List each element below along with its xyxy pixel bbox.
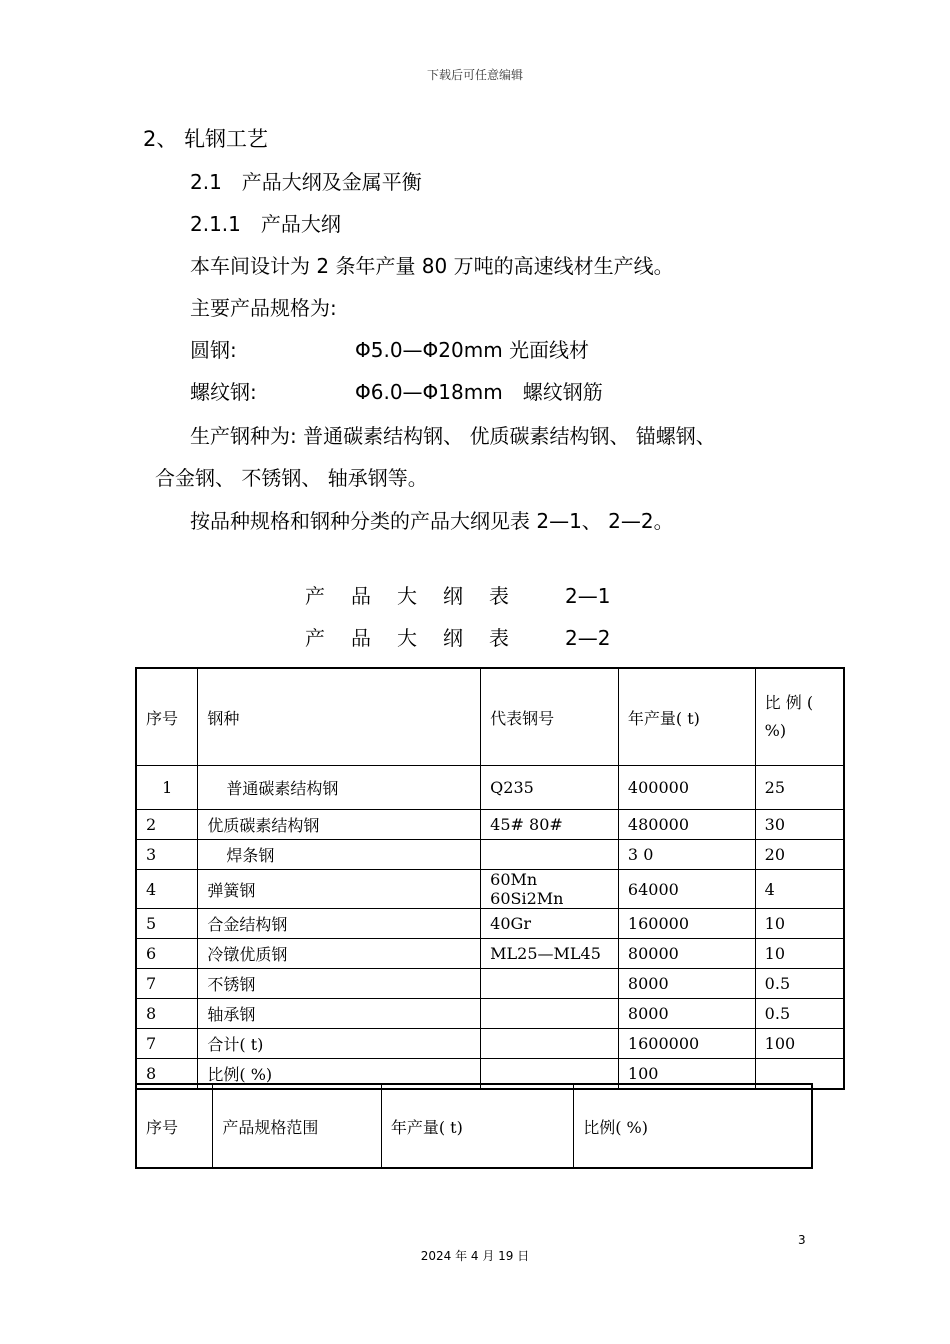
cell: 弹簧钢 bbox=[198, 870, 481, 909]
cell: 400000 bbox=[618, 766, 755, 810]
page-number: 3 bbox=[798, 1233, 806, 1247]
caption-char: 产 bbox=[305, 584, 325, 608]
cell: 焊条钢 bbox=[198, 840, 481, 870]
table-row bbox=[136, 766, 844, 810]
cell: 64000 bbox=[618, 870, 755, 909]
cell: 30 bbox=[755, 810, 844, 840]
cell: 60Mn 60Si2Mn bbox=[481, 870, 619, 909]
table-row bbox=[136, 840, 844, 870]
caption-char: 大 bbox=[397, 584, 417, 608]
subsubsection-title: 2.1.1 产品大纲 bbox=[190, 212, 341, 236]
cell bbox=[481, 969, 619, 999]
cell: 0.5 bbox=[755, 969, 844, 999]
table-row bbox=[136, 810, 844, 840]
caption-char: 产 bbox=[305, 626, 325, 650]
header-cell: 代表钢号 bbox=[481, 668, 619, 766]
cell: 7 bbox=[136, 969, 198, 999]
cell: 合金结构钢 bbox=[198, 909, 481, 939]
cell: 1600000 bbox=[618, 1029, 755, 1059]
header-cell: 比 例 ( %) bbox=[755, 668, 844, 766]
cell: 45# 80# bbox=[481, 810, 619, 840]
table-row bbox=[136, 969, 844, 999]
caption-number: 2—2 bbox=[565, 626, 611, 650]
cell: 480000 bbox=[618, 810, 755, 840]
cell: 2 bbox=[136, 810, 198, 840]
table-row bbox=[136, 1029, 844, 1059]
cell: 普通碳素结构钢 bbox=[198, 766, 481, 810]
caption-char: 表 bbox=[489, 626, 509, 650]
caption-char: 大 bbox=[397, 626, 417, 650]
cell: 8000 bbox=[618, 969, 755, 999]
cell: 轴承钢 bbox=[198, 999, 481, 1029]
cell: 80000 bbox=[618, 939, 755, 969]
table-header-row bbox=[136, 1084, 812, 1168]
section-title: 2、 轧钢工艺 bbox=[143, 127, 269, 151]
header-cell: 产品规格范围 bbox=[213, 1084, 381, 1168]
product-table-2 bbox=[135, 1083, 813, 1169]
cell: 0.5 bbox=[755, 999, 844, 1029]
cell: 8 bbox=[136, 999, 198, 1029]
cell: 25 bbox=[755, 766, 844, 810]
spec2-value: Φ6.0—Φ18mm 螺纹钢筋 bbox=[355, 380, 603, 404]
cell bbox=[481, 1029, 619, 1059]
caption-char: 表 bbox=[489, 584, 509, 608]
paragraph-3-line-2: 合金钢、 不锈钢、 轴承钢等。 bbox=[155, 466, 428, 490]
product-table-1 bbox=[135, 667, 845, 1090]
table-row bbox=[136, 909, 844, 939]
cell: 3 0 bbox=[618, 840, 755, 870]
cell: 40Gr bbox=[481, 909, 619, 939]
spec2-label: 螺纹钢: bbox=[190, 380, 257, 404]
cell bbox=[481, 840, 619, 870]
paragraph-1: 本车间设计为 2 条年产量 80 万吨的高速线材生产线。 bbox=[190, 254, 674, 278]
cell: 8000 bbox=[618, 999, 755, 1029]
spec1-label: 圆钢: bbox=[190, 338, 237, 362]
cell: 1 bbox=[136, 766, 198, 810]
cell: Q235 bbox=[481, 766, 619, 810]
caption-char: 纲 bbox=[443, 584, 463, 608]
caption-char: 品 bbox=[351, 584, 371, 608]
header-cell: 年产量( t) bbox=[381, 1084, 573, 1168]
cell: 优质碳素结构钢 bbox=[198, 810, 481, 840]
cell: 5 bbox=[136, 909, 198, 939]
header-cell: 钢种 bbox=[198, 668, 481, 766]
table-caption-2 bbox=[305, 622, 610, 651]
cell: 冷镦优质钢 bbox=[198, 939, 481, 969]
cell: 20 bbox=[755, 840, 844, 870]
cell: 7 bbox=[136, 1029, 198, 1059]
paragraph-3-line-1: 生产钢种为: 普通碳素结构钢、 优质碳素结构钢、 锚螺钢、 bbox=[190, 424, 716, 448]
cell: ML25—ML45 bbox=[481, 939, 619, 969]
cell: 10 bbox=[755, 909, 844, 939]
cell: 4 bbox=[136, 870, 198, 909]
cell: 10 bbox=[755, 939, 844, 969]
caption-char: 纲 bbox=[443, 626, 463, 650]
header-cell: 比例( %) bbox=[574, 1084, 812, 1168]
page-header: 下载后可任意编辑 bbox=[426, 68, 523, 82]
spec1-value: Φ5.0—Φ20mm 光面线材 bbox=[355, 338, 590, 362]
caption-number: 2—1 bbox=[565, 584, 611, 608]
cell: 比例( %) bbox=[198, 1059, 481, 1090]
header-cell: 序号 bbox=[136, 668, 198, 766]
cell: 8 bbox=[136, 1059, 198, 1090]
table-row bbox=[136, 999, 844, 1029]
subsection-title: 2.1 产品大纲及金属平衡 bbox=[190, 170, 422, 194]
header-cell: 序号 bbox=[136, 1084, 213, 1168]
cell: 合计( t) bbox=[198, 1029, 481, 1059]
cell: 100 bbox=[755, 1029, 844, 1059]
page-date: 2024 年 4 月 19 日 bbox=[420, 1249, 530, 1263]
cell: 160000 bbox=[618, 909, 755, 939]
table-caption-1 bbox=[305, 580, 610, 609]
cell bbox=[481, 999, 619, 1029]
paragraph-2: 主要产品规格为: bbox=[190, 296, 337, 320]
paragraph-4: 按品种规格和钢种分类的产品大纲见表 2—1、 2—2。 bbox=[190, 509, 674, 533]
cell: 不锈钢 bbox=[198, 969, 481, 999]
cell: 4 bbox=[755, 870, 844, 909]
cell: 3 bbox=[136, 840, 198, 870]
header-cell: 年产量( t) bbox=[618, 668, 755, 766]
cell: 6 bbox=[136, 939, 198, 969]
table-header-row bbox=[136, 668, 844, 766]
cell: 100 bbox=[618, 1059, 755, 1090]
table-row bbox=[136, 939, 844, 969]
caption-char: 品 bbox=[351, 626, 371, 650]
table-row bbox=[136, 870, 844, 909]
